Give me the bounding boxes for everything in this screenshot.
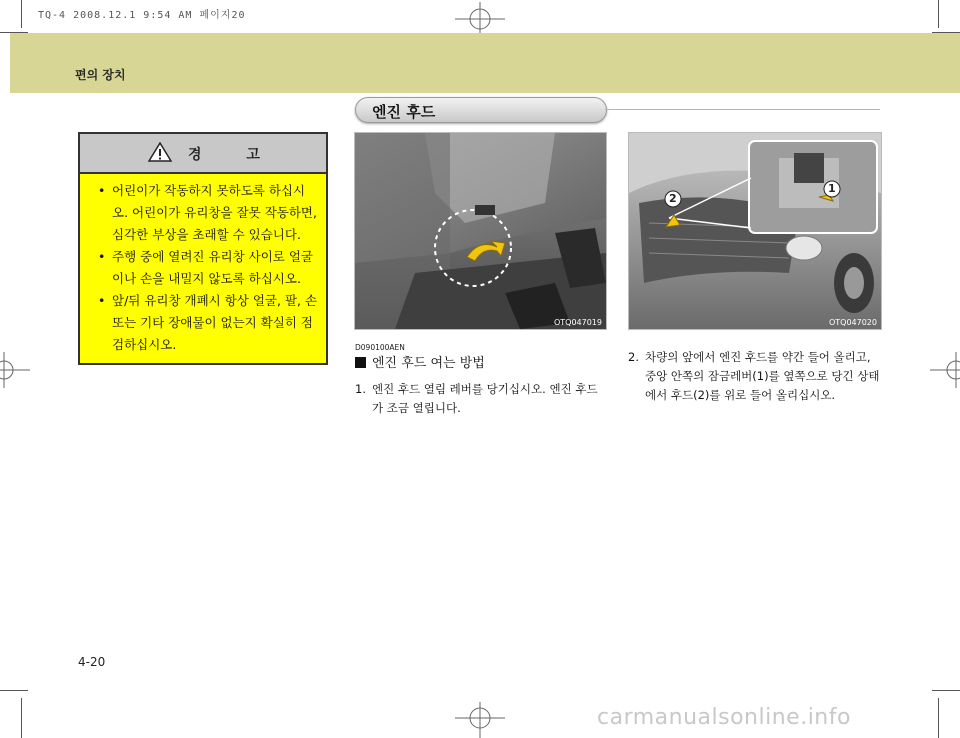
section-title: 엔진 후드	[372, 103, 436, 121]
print-slug: TQ-4 2008.12.1 9:54 AM 페이지20	[38, 10, 246, 21]
warning-box	[78, 132, 328, 365]
warning-header	[80, 134, 326, 174]
crop-mark	[938, 698, 939, 738]
section-title-pill	[355, 97, 607, 123]
figure-code: OTQ047019	[553, 318, 602, 327]
step-text: 차량의 앞에서 엔진 후드를 약간 들어 올리고, 중앙 안쪽의 잠금레버(1)를 옆쪽으로 당긴 상태에서 후드(2)를 위로 들어 올리십시오.	[645, 350, 880, 402]
crop-mark	[21, 0, 22, 28]
header-band	[10, 33, 960, 93]
step-2	[628, 348, 880, 405]
registration-mark-right	[930, 350, 960, 390]
figure-code: OTQ047020	[828, 318, 877, 327]
subsection-title-text: 엔진 후드 여는 방법	[372, 356, 485, 371]
crop-mark	[0, 690, 28, 691]
hood-latch-figure	[628, 132, 882, 330]
registration-mark-left	[0, 350, 30, 390]
hood-release-lever-figure	[354, 132, 607, 330]
chapter-title: 편의 장치	[75, 68, 126, 82]
warning-list	[94, 180, 320, 356]
warning-item: • 어린이가 작동하지 못하도록 하십시오. 어린이가 유리창을 잘못 작동하면, 심각한 부상을 초래할 수 있습니다.	[94, 180, 320, 246]
square-bullet-icon	[355, 357, 366, 368]
warning-item: • 앞/뒤 유리창 개폐시 항상 얼굴, 팔, 손 또는 기타 장애물이 없는지 확실히 점검하십시오.	[94, 290, 320, 356]
registration-mark-bottom	[455, 698, 505, 738]
hood-release-illustration	[355, 133, 606, 329]
crop-mark	[21, 698, 22, 738]
subsection-title	[355, 352, 485, 371]
step-1	[355, 380, 605, 418]
callout-1: 1	[828, 182, 836, 195]
crop-mark	[938, 0, 939, 28]
page-number: 4-20	[78, 655, 106, 669]
step-number: 2.	[628, 350, 639, 364]
warning-title: 경 고	[188, 147, 280, 163]
callout-2: 2	[669, 192, 677, 205]
watermark: carmanualsonline.info	[597, 705, 851, 730]
warning-item: • 주행 중에 열려진 유리창 사이로 얼굴이나 손을 내밀지 않도록 하십시오.	[94, 246, 320, 290]
document-code: D090100AEN	[355, 343, 405, 352]
crop-mark	[932, 690, 960, 691]
step-text: 엔진 후드 열림 레버를 당기십시오. 엔진 후드가 조금 열립니다.	[372, 382, 598, 415]
warning-triangle-icon	[148, 142, 172, 162]
hood-latch-illustration	[629, 133, 881, 329]
step-number: 1.	[355, 382, 366, 396]
section-rule	[605, 109, 880, 110]
